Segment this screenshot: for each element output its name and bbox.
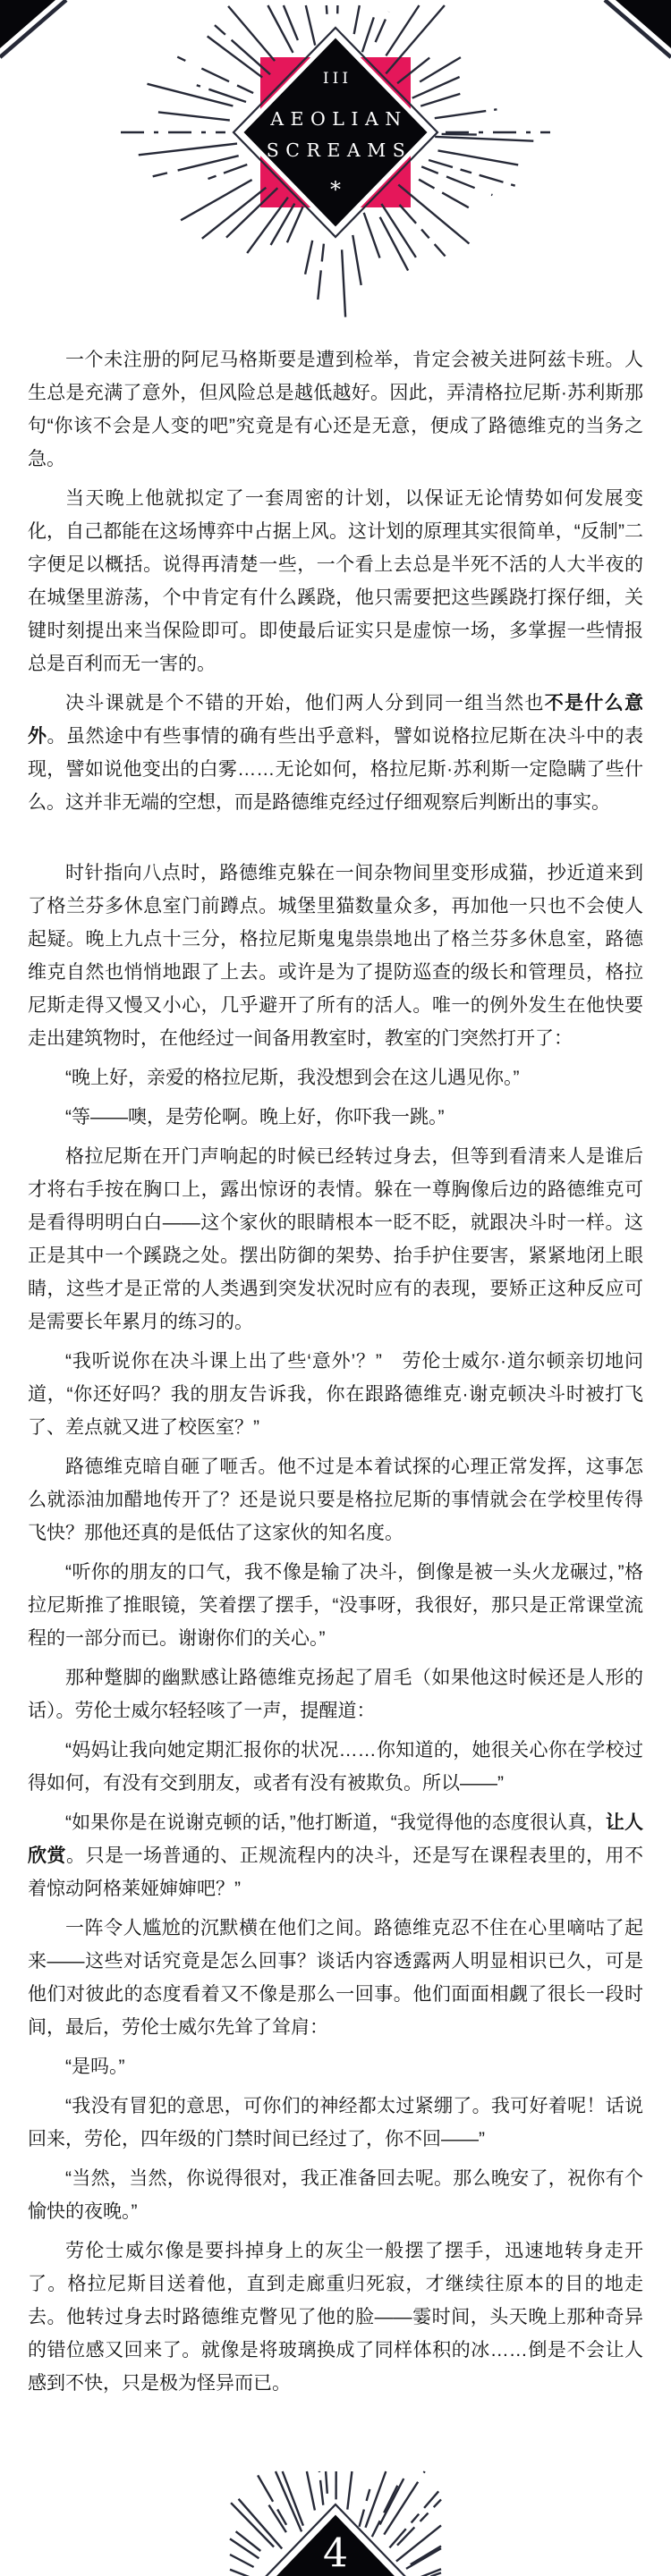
ray-line — [268, 5, 293, 53]
body-text-run: “听你的朋友的口气，我不像是输了决斗，倒像是被一头火龙碾过，”格拉尼斯推了推眼镜，笑着摆了摆手，“没事呀，我很好，那只是正常课堂流程的一部分而已。谢谢你们的关心。” — [28, 1562, 643, 1649]
ray-line — [354, 5, 360, 34]
ray-line — [319, 2471, 323, 2505]
body-text-run: 当天晚上他就拟定了一套周密的计划，以保证无论情势如何发展变化，自己都能在这场博弈中占据上风。这计划的原理其实很简单，“反制”二字便足以概括。说得再清楚一些，一个看上去总是半死不活的人大半夜的在城堡里游荡，个中肯定有什么蹊跷，他只需要把这些蹊跷打探仔细，关键时刻提出来当保险即可。即使最后证实只是虚惊一场，多掌握一些情报总是百利而无一害的。 — [28, 488, 643, 674]
chapter-title-line2: SCREAMS — [266, 139, 412, 161]
ray-line — [376, 12, 389, 42]
body-text-run: 一阵令人尴尬的沉默横在他们之间。路德维克忍不住在心里嘀咕了起来——这些对话究竟是怎么回事？谈话内容透露两人明显相识已久，可是他们对彼此的态度看着又不像是那么一回事。他们面面相觑了很长一段时间，最后，劳伦士威尔先耸了耸肩： — [28, 1918, 643, 2038]
ray-line — [271, 204, 295, 245]
chapter-body-text — [0, 343, 671, 2406]
ray-line — [230, 2555, 254, 2567]
body-text-run: 那种蹩脚的幽默感让路德维克扬起了眉毛（如果他这时候还是人形的话）。劳伦士威尔轻轻咳了一声，提醒道： — [28, 1668, 643, 1721]
ray-line — [256, 2471, 287, 2525]
page-footer-ornament — [0, 2396, 671, 2576]
ray-line — [318, 244, 324, 300]
body-text-run: 。只是一场普通的、正规流程内的决斗，还是写在课程表里的，用不着惊动阿格莱娅婶婶吧？” — [28, 1845, 644, 1899]
body-text-run: 。虽然途中有些事情的确有些出乎意料，譬如说格拉尼斯在决斗中的表现，譬如说他变出的白雾……无论如何，格拉尼斯·苏利斯一定隐瞒了些什么。这并非无端的空想，而是路德维克经过仔细观察后判断出的事实。 — [28, 726, 644, 813]
body-text-run: 一个未注册的阿尼马格斯要是遭到检举，肯定会被关进阿兹卡班。人生总是充满了意外，但风险总是越低越好。因此，弄清格拉尼斯·苏利斯那句“你该不会是人变的吧”究竟是有心还是无意，便成了路德维克的当务之急。 — [28, 350, 643, 469]
paragraph — [28, 1101, 643, 1134]
ray-line — [397, 2499, 441, 2545]
ray-line — [228, 6, 275, 61]
ray-line — [342, 249, 345, 317]
paragraph — [28, 482, 643, 680]
paragraph — [28, 2050, 643, 2083]
ray-line — [429, 160, 515, 186]
ray-line — [435, 109, 497, 118]
ray-line — [400, 205, 446, 257]
ray-line — [347, 2471, 352, 2510]
body-text-run: “等——噢，是劳伦啊。晚上好，你吓我一跳。” — [65, 1107, 445, 1128]
paragraph — [28, 1061, 643, 1094]
ray-line — [442, 134, 477, 135]
ray-line — [208, 165, 248, 179]
ray-line — [236, 2531, 261, 2551]
body-text-run: “如果你是在说谢克顿的话，”他打断道，“我觉得他的态度很认真， — [65, 1812, 606, 1833]
body-text-run: 时针指向八点时，路德维克躲在一间杂物间里变形成猫，抄近道来到了格兰芬多休息室门前蹲点。城堡里猫数量众多，再加他一只也不会使人起疑。晚上九点十三分，格拉尼斯鬼鬼祟祟地出了格兰芬多休息室，路德维克自然也悄悄地跟了上去。或许是为了提防巡查的级长和管理员，格拉尼斯走得又慢又小心，几乎避开了所有的活人。唯一的例外发生在他快要走出建筑物时，在他经过一间备用教室时，教室的门突然打开了： — [28, 863, 643, 1049]
ray-line — [406, 2548, 441, 2569]
paragraph — [28, 1450, 643, 1550]
body-text-run: 劳伦士威尔像是要抖掉身上的灰尘一般摆了摆手，迅速地转身走开了。格拉尼斯目送着他，直到走廊重归死寂，才继续往原本的目的地走去。他转过身去时路德维克瞥见了他的脸——霎时间，头天晚上那种奇异的错位感又回来了。就像是将玻璃换成了同样体积的冰……倒是不会让人感到不快，只是极为怪异而已。 — [28, 2241, 643, 2394]
body-text-run: 路德维克暗自砸了咂舌。他不过是本着试探的心理正常发挥，这事怎么就添油加醋地传开了？还是说只要是格拉尼斯的事情就会在学校里传得飞快？那他还真的是低估了这家伙的知名度。 — [28, 1457, 643, 1543]
chapter-header-ornament — [0, 0, 671, 333]
body-text-run: “我听说你在决斗课上出了些‘意外’？” 劳伦士威尔·道尔顿亲切地问道，“你还好吗？我的朋友告诉我，你在跟路德维克·谢克顿决斗时被打飞了、差点就又进了校医室？” — [28, 1351, 643, 1438]
body-text-run: “晚上好，亲爱的格拉尼斯，我没想到会在这儿遇见你。” — [65, 1068, 520, 1088]
paragraph — [28, 1556, 643, 1655]
body-text-run: 格拉尼斯在开门声响起的时候已经转过身去，但等到看清来人是谁后才将右手按在胸口上，露出惊讶的表情。躲在一尊胸像后边的路德维克可是看得明明白白——这个家伙的眼睛根本一眨不眨，就跟决斗时一样。这正是其中一个蹊跷之处。摆出防御的架势、抬手护住要害，紧紧地闭上眼睛，这些才是正常的人类遇到突发状况时应有的表现，要矫正这种反应可是需要长年累月的练习的。 — [28, 1146, 643, 1332]
emphasis-text: 让人欣赏 — [28, 1812, 644, 1866]
paragraph — [28, 1912, 643, 2044]
paragraph — [28, 1140, 643, 1339]
chapter-number: III — [322, 70, 352, 88]
ray-line — [435, 137, 533, 141]
paragraph — [28, 1734, 643, 1800]
ray-line — [389, 2491, 438, 2547]
ray-line — [305, 241, 312, 274]
ray-line — [411, 2546, 441, 2565]
ray-line — [352, 235, 361, 285]
ray-line — [230, 2570, 251, 2576]
paragraph — [28, 2090, 643, 2156]
ray-line — [239, 2499, 283, 2549]
ray-line — [230, 2538, 259, 2558]
paragraph — [28, 343, 643, 476]
ray-line — [326, 2471, 327, 2494]
ray-line — [158, 112, 230, 120]
ray-line — [420, 94, 460, 106]
paragraph — [28, 2162, 643, 2228]
body-text-run: 决斗课就是个不错的开始，他们两人分到同一组当然也 — [65, 693, 545, 714]
ray-line — [364, 213, 380, 258]
ray-line — [139, 144, 237, 156]
paragraph — [28, 857, 643, 1055]
ray-line — [362, 17, 374, 52]
body-text-run: “当然，当然，你说得很对，我正准备回去呢。那么晚安了，祝你有个愉快的夜晚。” — [28, 2168, 643, 2222]
ray-line — [148, 84, 234, 106]
ray-line — [386, 5, 445, 73]
paragraph — [28, 1345, 643, 1444]
corner-triangle-left — [0, 0, 55, 48]
body-text-run: “是吗。” — [65, 2057, 125, 2077]
ray-line — [386, 5, 419, 55]
page-number: 4 — [323, 2530, 348, 2576]
body-text-run: “妈妈让我向她定期汇报你的状况……你知道的，她很关心你在学校过得如何，有没有交到朋友，或者有没有被欺负。所以——” — [28, 1740, 643, 1794]
paragraph — [28, 1661, 643, 1727]
ray-line — [181, 180, 252, 220]
emphasis-text: 不是什么意外 — [28, 693, 644, 747]
paragraph — [28, 1806, 643, 1905]
ray-line — [307, 2471, 315, 2511]
asterisk-ornament: * — [330, 177, 341, 202]
chapter-title-line1: AEOLIAN — [270, 108, 408, 130]
paragraph — [28, 2234, 643, 2400]
ray-line — [438, 150, 519, 165]
body-text-run: “我没有冒犯的意思，可你们的神经都太过紧绷了。我可好着呢！话说回来，劳伦，四年级的门禁时间已经过了，你不回——” — [28, 2096, 643, 2149]
paragraph — [28, 687, 643, 819]
ray-line — [283, 2471, 303, 2526]
ray-line — [284, 5, 298, 40]
ray-line — [421, 166, 492, 195]
corner-triangle-right — [616, 0, 671, 48]
ray-line — [231, 2503, 274, 2546]
ray-line — [306, 5, 315, 46]
